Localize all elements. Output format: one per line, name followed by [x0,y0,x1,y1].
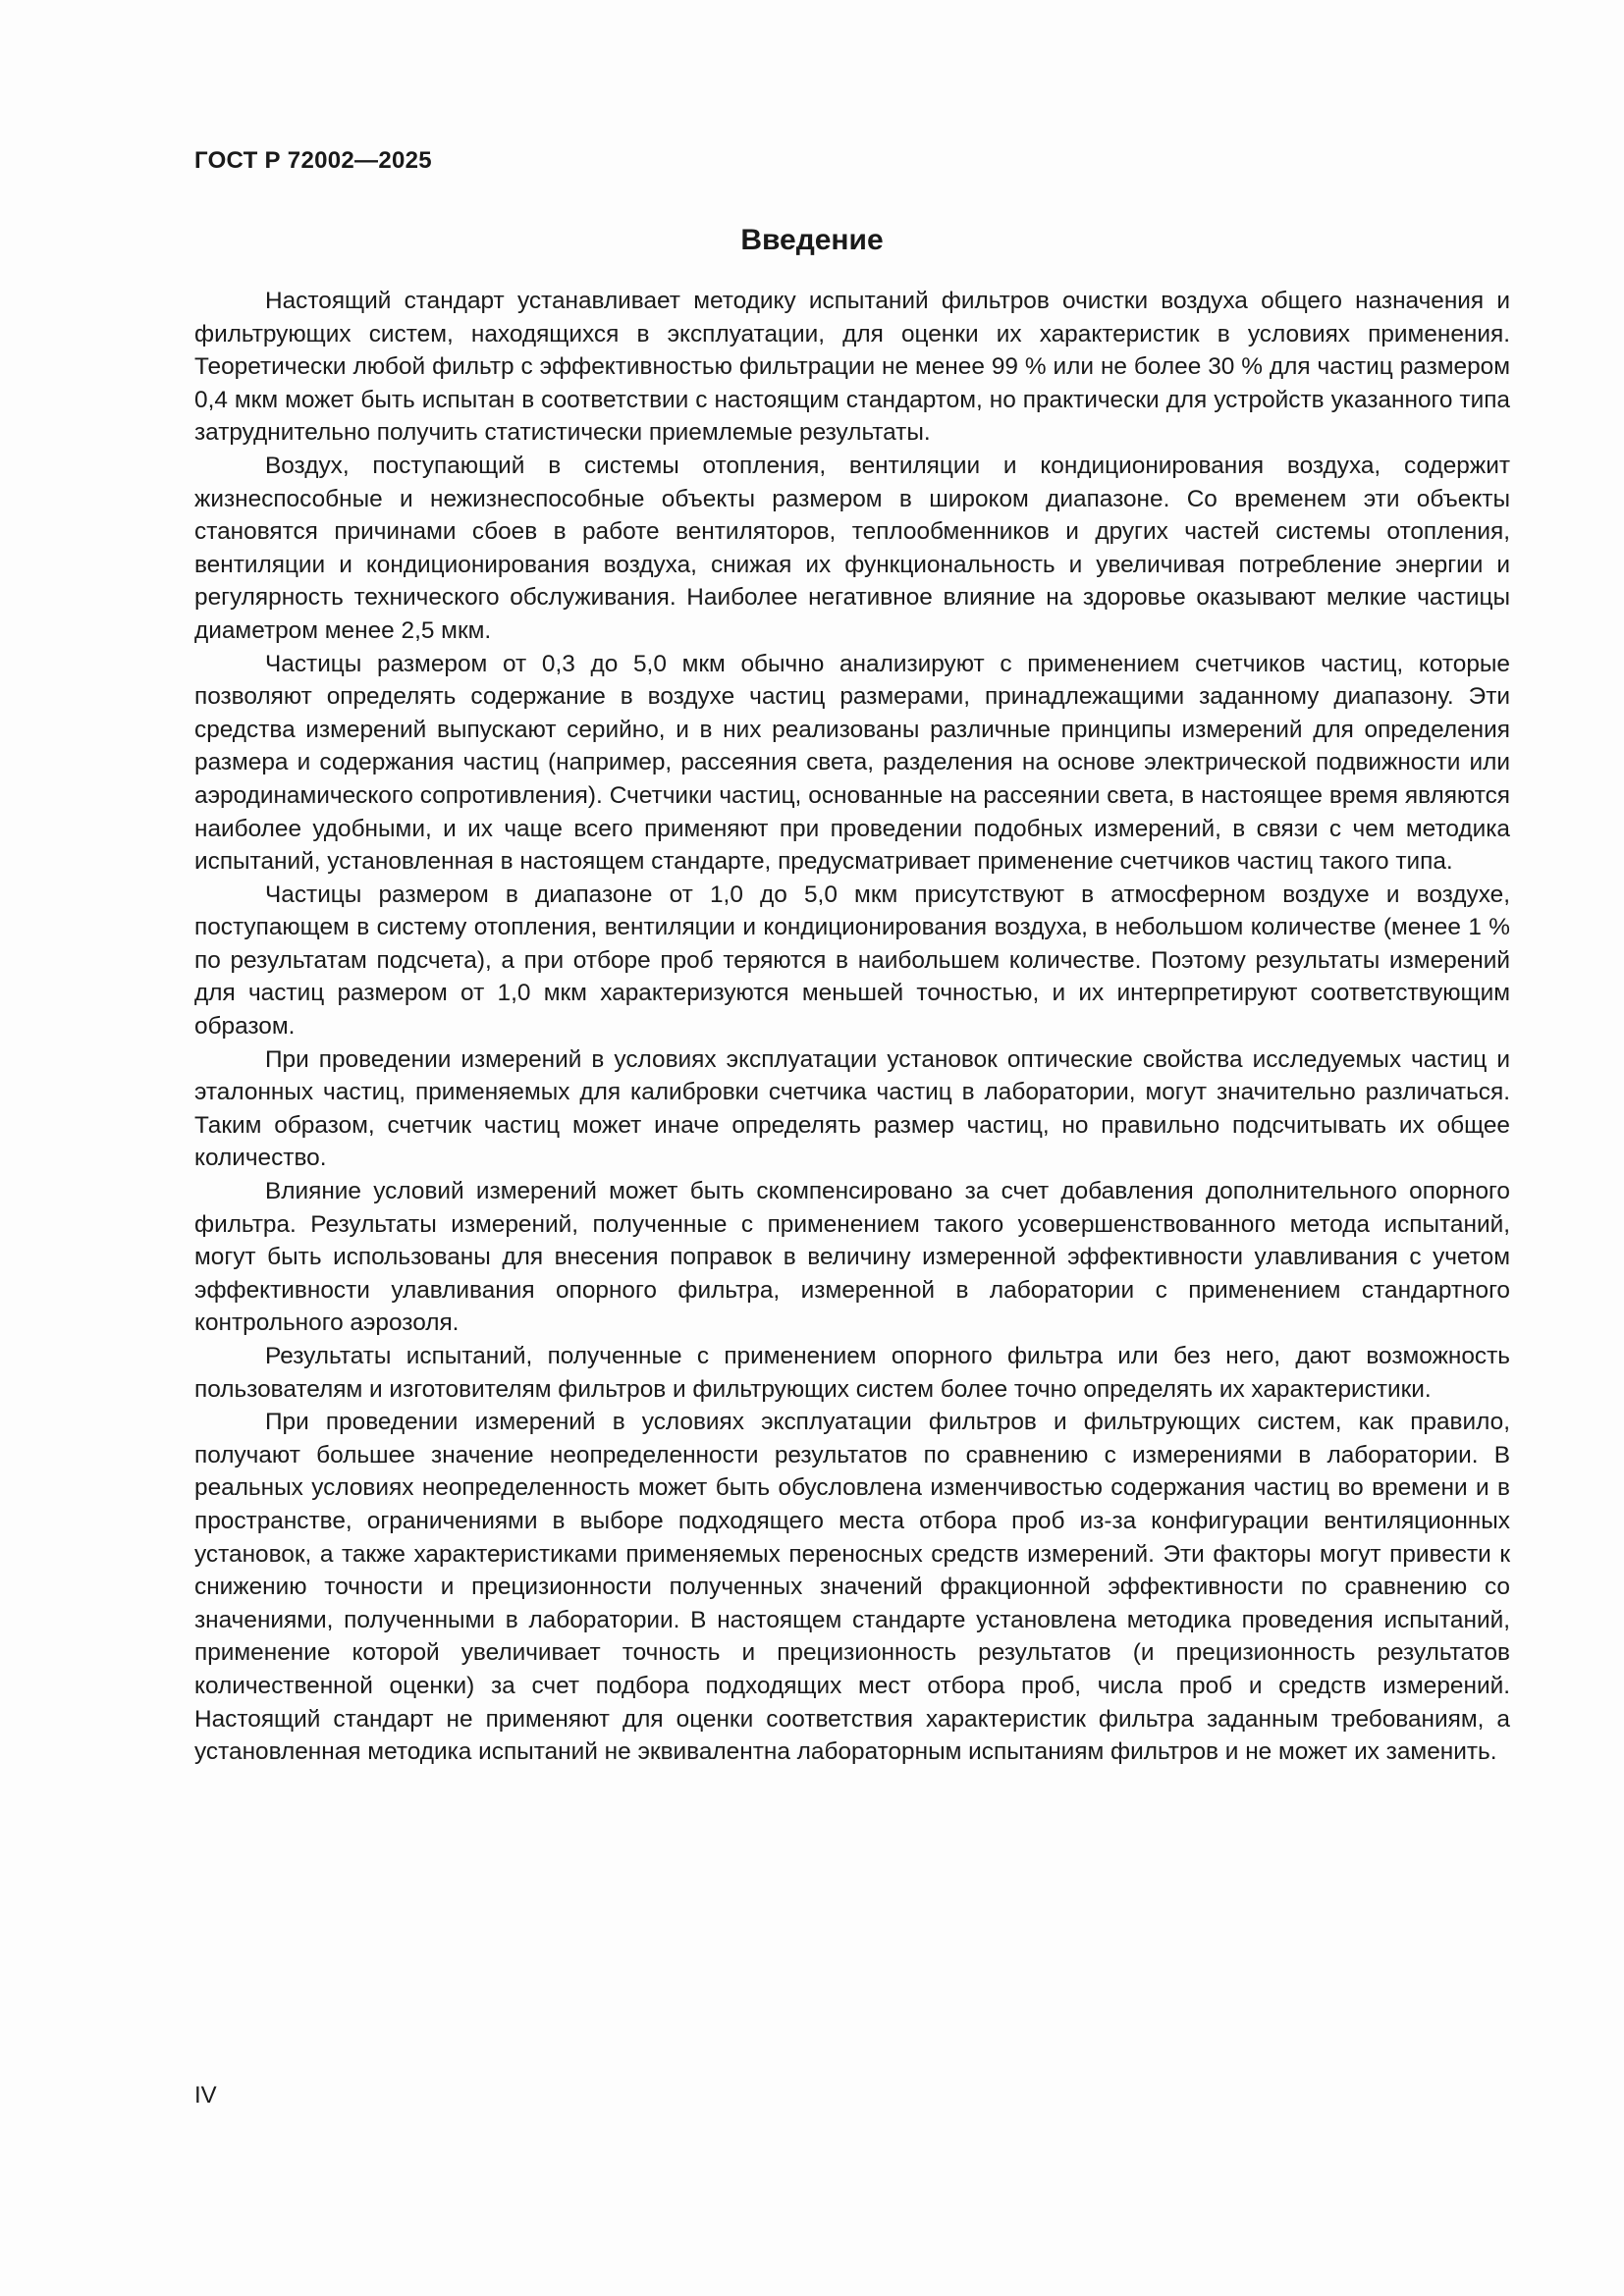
paragraph: При проведении измерений в условиях эксплуатации фильтров и фильтрующих систем, как правило, получают большее значение неопределенности результатов по сравнению с измерениями в лаборатории. В реальных условиях неопределенность может быть обусловлена изменчивостью содержания частиц во времени и в пространстве, ограничениями в выборе подходящего места отбора проб из-за конфигурации вентиляционных установок, а также характеристиками применяемых переносных средств измерений. Эти факторы могут привести к снижению точности и прецизионности полученных значений фракционной эффективности по сравнению со значениями, полученными в лаборатории. В настоящем стандарте установлена методика проведения испытаний, применение которой увеличивает точность и прецизионность результатов (и прецизионность результатов количественной оценки) за счет подбора подходящих мест отбора проб, числа проб и средств измерений. Настоящий стандарт не применяют для оценки соответствия характеристик фильтра заданным требованиям, а установленная методика испытаний не эквивалентна лабораторным испытаниям фильтров и не может их заменить. [194,1409,1510,1766]
body-text [194,285,1510,1769]
paragraph: Частицы размером в диапазоне от 1,0 до 5,0 мкм присутствуют в атмосферном воздухе и воздухе, поступающем в систему отопления, вентиляции и кондиционирования воздуха, в небольшом количестве (менее 1 % по результатам подсчета), а при отборе проб теряются в наибольшем количестве. Поэтому результаты измерений для частиц размером от 1,0 мкм характеризуются меньшей точностью, и их интерпретируют соответствующим образом. [194,881,1510,1041]
paragraph: Влияние условий измерений может быть скомпенсировано за счет добавления дополнительного опорного фильтра. Результаты измерений, полученные с применением такого усовершенствованного метода испытаний, могут быть использованы для внесения поправок в величину измеренной эффективности улавливания с учетом эффективности улавливания опорного фильтра, измеренной в лаборатории с применением стандартного контрольного аэрозоля. [194,1178,1510,1337]
paragraph: Воздух, поступающий в системы отопления, вентиляции и кондиционирования воздуха, содержит жизнеспособные и нежизнеспособные объекты размером в широком диапазоне. Со временем эти объекты становятся причинами сбоев в работе вентиляторов, теплообменников и других частей системы отопления, вентиляции и кондиционирования воздуха, снижая их функциональность и увеличивая потребление энергии и регулярность технического обслуживания. Наиболее негативное влияние на здоровье оказывают мелкие частицы диаметром менее 2,5 мкм. [194,452,1510,644]
paragraph: При проведении измерений в условиях эксплуатации установок оптические свойства исследуемых частиц и эталонных частиц, применяемых для калибровки счетчика частиц в лаборатории, могут значительно различаться. Таким образом, счетчик частиц может иначе определять размер частиц, но правильно подсчитывать их общее количество. [194,1045,1510,1172]
paragraph: Настоящий стандарт устанавливает методику испытаний фильтров очистки воздуха общего назначения и фильтрующих систем, находящихся в эксплуатации, для оценки их характеристик в условиях применения. Теоретически любой фильтр с эффективностью фильтрации не менее 99 % или не более 30 % для частиц размером 0,4 мкм может быть испытан в соответствии с настоящим стандартом, но практически для устройств указанного типа затруднительно получить статистически приемлемые результаты. [194,288,1510,447]
page-number: IV [194,2082,217,2109]
section-title: Введение [740,224,884,256]
document-code: ГОСТ Р 72002—2025 [194,147,432,174]
paragraph: Результаты испытаний, полученные с применением опорного фильтра или без него, дают возможность пользователям и изготовителям фильтров и фильтрующих систем более точно определять их характеристики. [194,1343,1510,1403]
paragraph: Частицы размером от 0,3 до 5,0 мкм обычно анализируют с применением счетчиков частиц, которые позволяют определять содержание в воздухе частиц размерами, принадлежащими заданному диапазону. Эти средства измерений выпускают серийно, и в них реализованы различные принципы измерений для определения размера и содержания частиц (например, рассеяния света, разделения на основе электрической подвижности или аэродинамического сопротивления). Счетчики частиц, основанные на рассеянии света, в настоящее время являются наиболее удобными, и их чаще всего применяют при проведении подобных измерений, в связи с чем методика испытаний, установленная в настоящем стандарте, предусматривает применение счетчиков частиц такого типа. [194,650,1510,876]
